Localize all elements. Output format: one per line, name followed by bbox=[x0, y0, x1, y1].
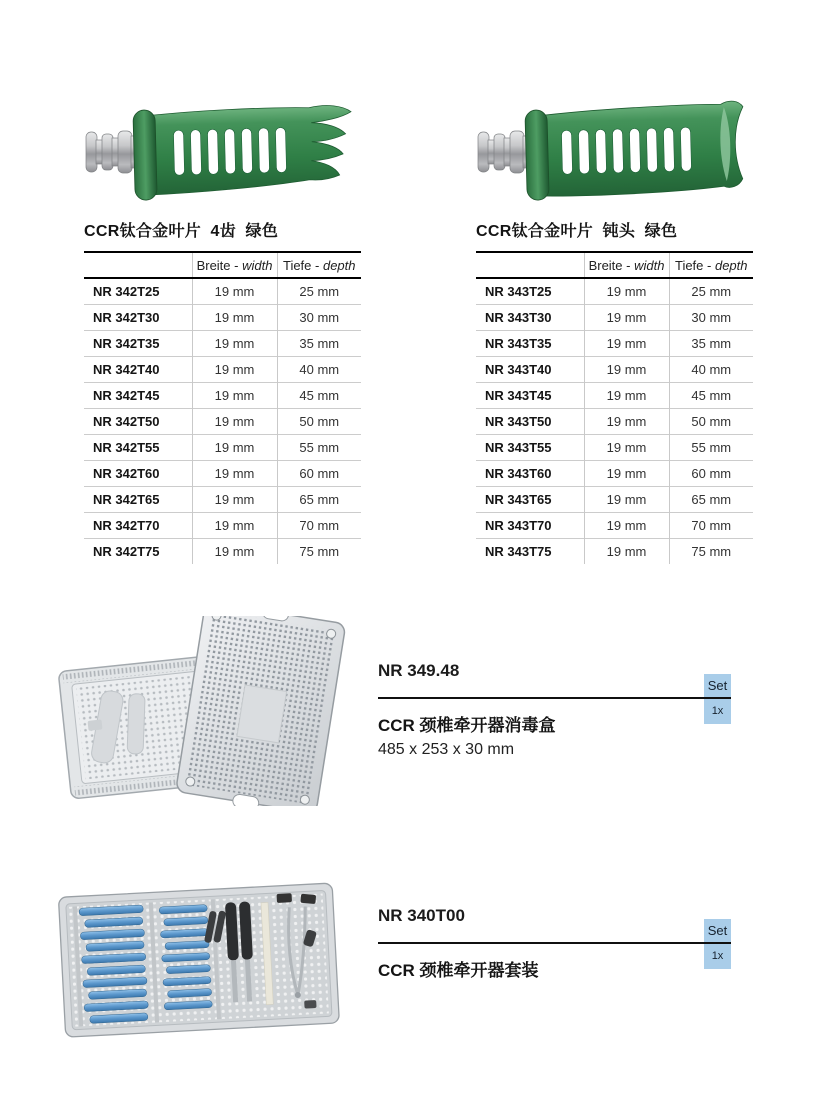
set-badge: Set bbox=[704, 674, 731, 697]
spec-table-row bbox=[84, 435, 361, 461]
depth-value-cell: 60 mm bbox=[277, 461, 361, 487]
spec-table-row bbox=[476, 278, 753, 305]
blade-handle-knob bbox=[86, 131, 139, 173]
product-code-cell: NR 342T70 bbox=[84, 513, 192, 539]
product-code-cell: NR 343T45 bbox=[476, 383, 584, 409]
depth-value-cell: 35 mm bbox=[277, 331, 361, 357]
blade-title-blunt: CCR钛合金叶片 钝头 绿色 bbox=[476, 223, 678, 240]
spec-table-row bbox=[84, 513, 361, 539]
blade-4-tooth-icon bbox=[84, 96, 361, 208]
depth-value-cell: 40 mm bbox=[669, 357, 753, 383]
width-value-cell: 19 mm bbox=[584, 409, 669, 435]
width-header-cell: Breite - width bbox=[192, 252, 277, 278]
product-code-cell: NR 343T75 bbox=[476, 539, 584, 565]
width-value-cell: 19 mm bbox=[584, 539, 669, 565]
product-code-cell: NR 343T35 bbox=[476, 331, 584, 357]
width-value-cell: 19 mm bbox=[192, 435, 277, 461]
blade-section-4-tooth bbox=[84, 96, 361, 564]
depth-header-cell: Tiefe - depth bbox=[669, 252, 753, 278]
product-code-cell: NR 343T60 bbox=[476, 461, 584, 487]
depth-value-cell: 30 mm bbox=[277, 305, 361, 331]
depth-header-cell: Tiefe - depth bbox=[277, 252, 361, 278]
empty-header-cell bbox=[476, 252, 584, 278]
product-code-cell: NR 342T45 bbox=[84, 383, 192, 409]
spec-table-row bbox=[84, 409, 361, 435]
blade-section-blunt bbox=[476, 96, 753, 564]
depth-value-cell: 75 mm bbox=[669, 539, 753, 565]
product-info-instrument-set bbox=[378, 905, 730, 981]
depth-value-cell: 55 mm bbox=[669, 435, 753, 461]
depth-value-cell: 50 mm bbox=[669, 409, 753, 435]
depth-value-cell: 55 mm bbox=[277, 435, 361, 461]
instrument-tray bbox=[58, 883, 339, 1037]
product-code-cell: NR 342T40 bbox=[84, 357, 192, 383]
spec-table-row bbox=[84, 305, 361, 331]
depth-value-cell: 35 mm bbox=[669, 331, 753, 357]
width-value-cell: 19 mm bbox=[584, 461, 669, 487]
product-code-cell: NR 343T50 bbox=[476, 409, 584, 435]
product-code-cell: NR 342T65 bbox=[84, 487, 192, 513]
width-value-cell: 19 mm bbox=[192, 513, 277, 539]
spec-table-row bbox=[476, 487, 753, 513]
product-code-cell: NR 343T65 bbox=[476, 487, 584, 513]
spec-table-row bbox=[476, 383, 753, 409]
spec-table-row bbox=[84, 357, 361, 383]
spec-table-row bbox=[84, 539, 361, 565]
product-code-cell: NR 343T70 bbox=[476, 513, 584, 539]
width-value-cell: 19 mm bbox=[584, 513, 669, 539]
width-value-cell: 19 mm bbox=[584, 305, 669, 331]
depth-value-cell: 50 mm bbox=[277, 409, 361, 435]
width-header-cell: Breite - width bbox=[584, 252, 669, 278]
depth-value-cell: 70 mm bbox=[277, 513, 361, 539]
depth-value-cell: 60 mm bbox=[669, 461, 753, 487]
spec-table-header-row bbox=[476, 252, 753, 278]
divider-rule bbox=[378, 923, 730, 962]
blade-handle-knob bbox=[478, 131, 531, 173]
product-name: CCR 颈椎牵开器套装 bbox=[378, 961, 539, 980]
set-badge: Set bbox=[704, 919, 731, 942]
width-value-cell: 19 mm bbox=[192, 357, 277, 383]
sterilization-tray-icon bbox=[58, 616, 350, 806]
product-code-cell: NR 343T25 bbox=[485, 284, 552, 299]
spec-table-row bbox=[84, 383, 361, 409]
width-value-cell: 19 mm bbox=[192, 487, 277, 513]
depth-value-cell: 40 mm bbox=[277, 357, 361, 383]
spec-table-row bbox=[84, 278, 361, 305]
divider-rule bbox=[378, 678, 730, 717]
quantity-badge: 1x bbox=[704, 944, 731, 969]
product-code-cell: NR 342T60 bbox=[84, 461, 192, 487]
spec-table-row bbox=[476, 305, 753, 331]
instrument-set-tray-icon bbox=[56, 876, 346, 1048]
depth-value-cell: 25 mm bbox=[669, 278, 753, 305]
width-value-cell: 19 mm bbox=[192, 409, 277, 435]
set-quantity-badge bbox=[704, 919, 731, 969]
depth-value-cell: 25 mm bbox=[277, 278, 361, 305]
spec-table-row bbox=[84, 331, 361, 357]
product-name: CCR 颈椎牵开器消毒盒 bbox=[378, 716, 556, 735]
depth-value-cell: 45 mm bbox=[277, 383, 361, 409]
quantity-badge: 1x bbox=[704, 699, 731, 724]
product-dimensions: 485 x 253 x 30 mm bbox=[378, 741, 515, 758]
spec-table-row bbox=[476, 331, 753, 357]
width-value-cell: 19 mm bbox=[192, 539, 277, 565]
spec-table-header-row bbox=[84, 252, 361, 278]
product-code-cell: NR 342T35 bbox=[84, 331, 192, 357]
set-quantity-badge bbox=[704, 674, 731, 724]
product-code-cell: NR 343T40 bbox=[476, 357, 584, 383]
width-value-cell: 19 mm bbox=[584, 487, 669, 513]
tray-lid bbox=[175, 616, 347, 806]
product-code: NR 349.48 bbox=[378, 661, 460, 680]
width-value-cell: 19 mm bbox=[584, 278, 669, 305]
width-value-cell: 19 mm bbox=[192, 278, 277, 305]
width-value-cell: 19 mm bbox=[192, 331, 277, 357]
product-code-cell: NR 342T75 bbox=[84, 539, 192, 565]
product-code-cell: NR 342T30 bbox=[84, 305, 192, 331]
blade-title-4-tooth: CCR钛合金叶片 4齿 绿色 bbox=[84, 223, 279, 240]
spec-table-row bbox=[476, 357, 753, 383]
product-code-cell: NR 342T55 bbox=[84, 435, 192, 461]
width-value-cell: 19 mm bbox=[584, 357, 669, 383]
spec-table-row bbox=[476, 513, 753, 539]
product-code: NR 340T00 bbox=[378, 906, 465, 925]
product-info-sterilization-case bbox=[378, 660, 730, 759]
depth-value-cell: 45 mm bbox=[669, 383, 753, 409]
depth-value-cell: 30 mm bbox=[669, 305, 753, 331]
product-code-cell: NR 342T25 bbox=[93, 284, 160, 299]
spec-table-row bbox=[476, 539, 753, 565]
product-code-cell: NR 343T55 bbox=[476, 435, 584, 461]
product-code-cell: NR 343T30 bbox=[476, 305, 584, 331]
depth-value-cell: 75 mm bbox=[277, 539, 361, 565]
spec-table-blunt bbox=[476, 251, 753, 564]
width-value-cell: 19 mm bbox=[584, 383, 669, 409]
blade-body-blunt bbox=[525, 101, 745, 201]
blade-body-4-tooth bbox=[133, 105, 353, 201]
spec-table-row bbox=[476, 461, 753, 487]
spec-table-row bbox=[476, 409, 753, 435]
empty-header-cell bbox=[84, 252, 192, 278]
width-value-cell: 19 mm bbox=[192, 461, 277, 487]
spec-table-row bbox=[84, 461, 361, 487]
product-code-cell: NR 342T50 bbox=[84, 409, 192, 435]
spec-table-row bbox=[476, 435, 753, 461]
width-value-cell: 19 mm bbox=[192, 383, 277, 409]
depth-value-cell: 70 mm bbox=[669, 513, 753, 539]
depth-value-cell: 65 mm bbox=[669, 487, 753, 513]
width-value-cell: 19 mm bbox=[192, 305, 277, 331]
depth-value-cell: 65 mm bbox=[277, 487, 361, 513]
width-value-cell: 19 mm bbox=[584, 435, 669, 461]
spec-table-4-tooth bbox=[84, 251, 361, 564]
spec-table-row bbox=[84, 487, 361, 513]
blade-blunt-icon bbox=[476, 96, 753, 208]
width-value-cell: 19 mm bbox=[584, 331, 669, 357]
